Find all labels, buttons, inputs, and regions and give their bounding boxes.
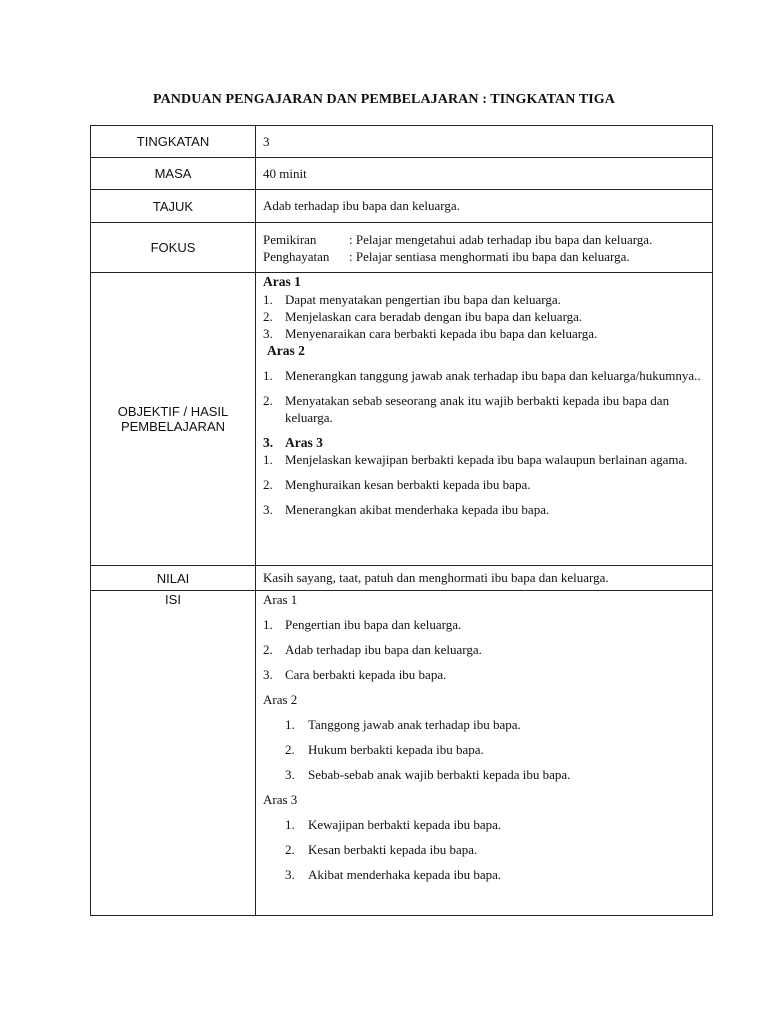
fokus-text: : Pelajar sentiasa menghormati ibu bapa dan keluarga. xyxy=(349,248,630,264)
page-title: PANDUAN PENGAJARAN DAN PEMBELAJARAN : TINGKATAN TIGA xyxy=(152,92,616,107)
list-text: Menghuraikan kesan berbakti kepada ibu bapa. xyxy=(285,477,531,492)
list-item xyxy=(263,308,712,325)
list-item xyxy=(263,501,712,518)
aras3-heading-text: Aras 3 xyxy=(285,435,323,450)
list-item xyxy=(263,741,712,758)
isi-aras3-heading: Aras 3 xyxy=(263,792,298,807)
row-tajuk xyxy=(91,190,713,223)
row-isi xyxy=(91,591,713,916)
list-item xyxy=(263,367,712,384)
list-item xyxy=(263,866,712,883)
list-number: 2. xyxy=(263,393,273,408)
label-tingkatan: TINGKATAN xyxy=(91,126,256,158)
value-objektif xyxy=(256,273,713,566)
list-item xyxy=(263,392,712,426)
objektif-aras2-heading: Aras 2 xyxy=(267,343,305,358)
label-objektif-line2: PEMBELAJARAN xyxy=(120,419,226,434)
list-text: Menyatakan sebab seseorang anak itu wajib berbakti kepada ibu bapa dan keluarga. xyxy=(285,393,670,425)
lesson-plan-table xyxy=(90,125,713,916)
list-number: 3. xyxy=(263,435,274,450)
value-fokus xyxy=(256,223,713,273)
value-tajuk: Adab terhadap ibu bapa dan keluarga. xyxy=(256,190,713,223)
list-number: 3. xyxy=(263,667,273,682)
value-masa: 40 minit xyxy=(256,158,713,190)
list-number: 1. xyxy=(263,292,273,307)
list-text: Menjelaskan cara beradab dengan ibu bapa dan keluarga. xyxy=(285,309,583,324)
list-text: Menerangkan akibat menderhaka kepada ibu bapa. xyxy=(285,502,550,517)
list-item xyxy=(263,451,712,468)
list-text: Menjelaskan kewajipan berbakti kepada ibu bapa walaupun berlainan agama. xyxy=(285,452,688,467)
list-text: Adab terhadap ibu bapa dan keluarga. xyxy=(285,642,482,657)
fokus-text: : Pelajar mengetahui adab terhadap ibu bapa dan keluarga. xyxy=(349,231,653,247)
list-number: 2. xyxy=(263,642,273,657)
value-nilai: Kasih sayang, taat, patuh dan menghormati ibu bapa dan keluarga. xyxy=(256,566,713,591)
value-tingkatan: 3 xyxy=(256,126,713,158)
list-number: 1. xyxy=(263,617,273,632)
list-text: Akibat menderhaka kepada ibu bapa. xyxy=(308,867,502,882)
list-item xyxy=(263,666,712,683)
list-item xyxy=(263,325,712,342)
label-nilai: NILAI xyxy=(91,566,256,591)
list-item xyxy=(263,716,712,733)
isi-aras2-heading: Aras 2 xyxy=(263,692,298,707)
list-text: Tanggong jawab anak terhadap ibu bapa. xyxy=(308,717,521,732)
list-text: Hukum berbakti kepada ibu bapa. xyxy=(308,742,484,757)
row-masa xyxy=(91,158,713,190)
label-masa: MASA xyxy=(91,158,256,190)
row-fokus xyxy=(91,223,713,273)
list-item xyxy=(263,766,712,783)
label-objektif xyxy=(91,273,256,566)
list-text: Menyenaraikan cara berbakti kepada ibu bapa dan keluarga. xyxy=(285,326,598,341)
list-text: Pengertian ibu bapa dan keluarga. xyxy=(285,617,462,632)
label-tajuk: TAJUK xyxy=(91,190,256,223)
row-tingkatan xyxy=(91,126,713,158)
list-text: Cara berbakti kepada ibu bapa. xyxy=(285,667,447,682)
isi-aras1-heading: Aras 1 xyxy=(263,592,298,607)
list-item xyxy=(263,841,712,858)
list-text: Sebab-sebab anak wajib berbakti kepada ibu bapa. xyxy=(308,767,571,782)
fokus-line-pemikiran xyxy=(263,231,712,248)
fokus-line-penghayatan xyxy=(263,248,712,265)
list-item xyxy=(263,616,712,633)
list-number: 3. xyxy=(263,326,273,341)
row-objektif xyxy=(91,273,713,566)
value-isi xyxy=(256,591,713,916)
list-text: Kewajipan berbakti kepada ibu bapa. xyxy=(308,817,502,832)
list-number: 3. xyxy=(285,767,295,782)
list-item xyxy=(263,476,712,493)
fokus-key: Penghayatan xyxy=(263,248,330,264)
list-item xyxy=(263,816,712,833)
list-number: 2. xyxy=(285,742,295,757)
list-text: Kesan berbakti kepada ibu bapa. xyxy=(308,842,478,857)
objektif-aras3-heading xyxy=(263,434,712,451)
label-isi: ISI xyxy=(91,591,256,916)
list-item xyxy=(263,291,712,308)
list-text: Dapat menyatakan pengertian ibu bapa dan keluarga. xyxy=(285,292,561,307)
fokus-key: Pemikiran xyxy=(263,231,317,247)
list-number: 2. xyxy=(263,477,273,492)
list-number: 1. xyxy=(285,717,295,732)
list-number: 1. xyxy=(263,368,273,383)
label-fokus: FOKUS xyxy=(91,223,256,273)
list-number: 1. xyxy=(263,452,273,467)
row-nilai xyxy=(91,566,713,591)
label-objektif-line1: OBJEKTIF / HASIL xyxy=(117,404,229,419)
objektif-aras1-heading: Aras 1 xyxy=(263,274,301,289)
list-number: 2. xyxy=(263,309,273,324)
list-number: 3. xyxy=(285,867,295,882)
list-number: 2. xyxy=(285,842,295,857)
list-text: Menerangkan tanggung jawab anak terhadap ibu bapa dan keluarga/hukumnya.. xyxy=(285,368,701,383)
list-number: 3. xyxy=(263,502,273,517)
list-number: 1. xyxy=(285,817,295,832)
list-item xyxy=(263,641,712,658)
